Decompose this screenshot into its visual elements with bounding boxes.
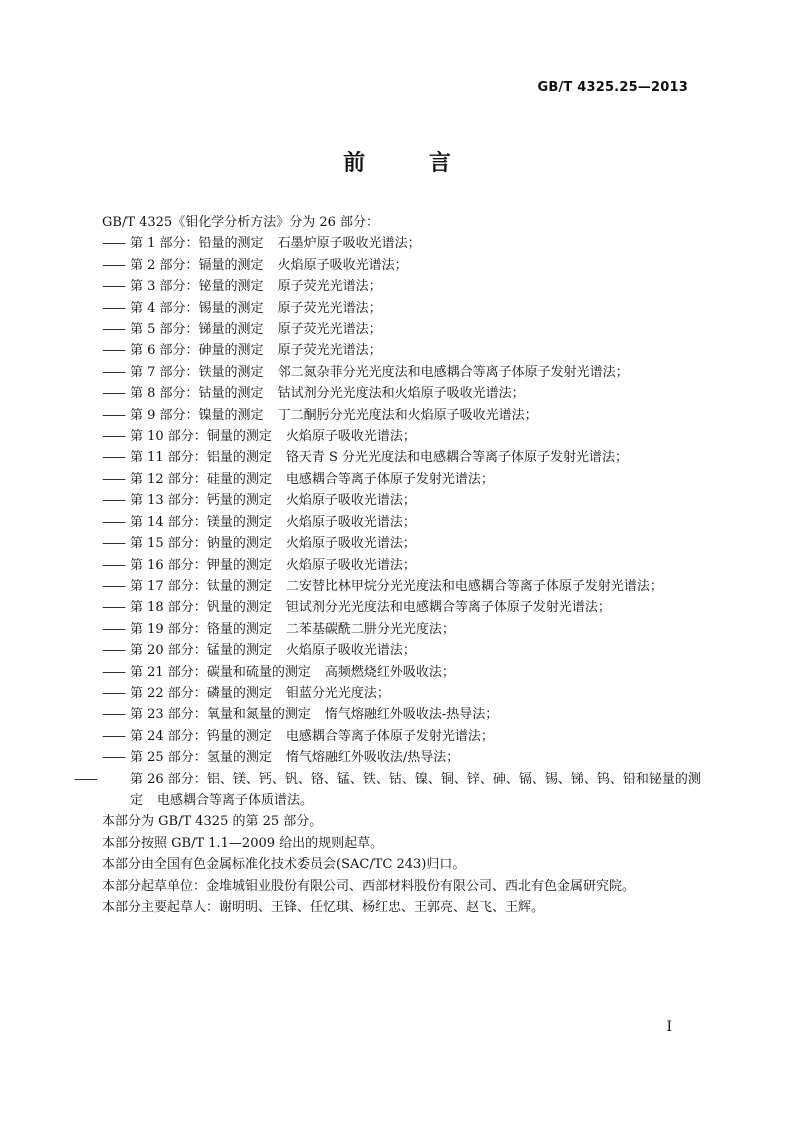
part-item xyxy=(102,362,702,383)
em-dash: —— xyxy=(102,643,124,659)
part-method: 二安替比林甲烷分光光度法和电感耦合等离子体原子发射光谱法； xyxy=(285,578,663,594)
em-dash: —— xyxy=(102,386,124,402)
part-method: 原子荧光光谱法； xyxy=(277,300,382,316)
part-subject: 钙量的测定 xyxy=(206,493,272,509)
em-dash: —— xyxy=(102,750,124,766)
em-dash: —— xyxy=(102,685,124,701)
part-item xyxy=(102,255,702,276)
part-subject: 铜量的测定 xyxy=(206,429,272,445)
part-number: 第 13 部分： xyxy=(130,493,207,509)
part-item xyxy=(102,747,702,768)
part-method: 钽试剂分光光度法和电感耦合等离子体原子发射光谱法； xyxy=(285,600,611,616)
part-item xyxy=(102,533,702,554)
part-subject: 铝、镁、钙、钒、铬、锰、铁、钴、镍、铜、锌、砷、镉、锡、锑、钨、铅和铋量的测定 xyxy=(130,771,701,808)
part-subject: 铁量的测定 xyxy=(198,364,264,380)
part-subject: 钒量的测定 xyxy=(206,600,272,616)
part-method: 二苯基碳酰二肼分光光度法； xyxy=(285,621,455,637)
part-subject: 镉量的测定 xyxy=(198,257,264,273)
part-method: 电感耦合等离子体质谱法。 xyxy=(157,792,314,808)
part-item xyxy=(102,340,702,361)
part-item xyxy=(102,298,702,319)
part-method: 钼蓝分光光度法； xyxy=(285,685,390,701)
part-subject: 铋量的测定 xyxy=(198,279,264,295)
statement-paragraph: 本部分为 GB/T 4325 的第 25 部分。 xyxy=(102,814,323,830)
part-item xyxy=(102,726,702,747)
part-item xyxy=(102,426,702,447)
part-item xyxy=(102,447,702,468)
part-item xyxy=(102,319,702,340)
part-item xyxy=(102,597,702,618)
em-dash: —— xyxy=(102,557,124,573)
em-dash: —— xyxy=(102,450,124,466)
part-subject: 铅量的测定 xyxy=(198,236,264,252)
em-dash: —— xyxy=(102,707,124,723)
part-item xyxy=(102,383,702,404)
page-number: I xyxy=(666,1019,672,1035)
part-subject: 锰量的测定 xyxy=(206,643,272,659)
part-subject: 钛量的测定 xyxy=(206,578,272,594)
part-subject: 钴量的测定 xyxy=(198,386,264,402)
part-number: 第 9 部分： xyxy=(130,407,199,423)
part-subject: 锡量的测定 xyxy=(198,300,264,316)
part-method: 火焰原子吸收光谱法； xyxy=(285,536,416,552)
em-dash: —— xyxy=(102,578,124,594)
part-subject: 碳量和硫量的测定 xyxy=(206,664,311,680)
part-method: 电感耦合等离子体原子发射光谱法； xyxy=(285,471,494,487)
part-method: 高频燃烧红外吸收法； xyxy=(324,664,455,680)
em-dash: —— xyxy=(102,322,124,338)
part-item xyxy=(102,704,702,725)
part-method: 钴试剂分光光度法和火焰原子吸收光谱法； xyxy=(277,386,525,402)
part-method: 火焰原子吸收光谱法； xyxy=(285,643,416,659)
part-number: 第 4 部分： xyxy=(130,300,199,316)
part-subject: 镍量的测定 xyxy=(198,407,264,423)
em-dash: —— xyxy=(102,493,124,509)
em-dash: —— xyxy=(102,536,124,552)
part-method: 铬天青 S 分光光度法和电感耦合等离子体原子发射光谱法； xyxy=(285,450,628,466)
em-dash: —— xyxy=(102,728,124,744)
parts-list xyxy=(74,233,702,811)
part-number: 第 24 部分： xyxy=(130,728,207,744)
em-dash: —— xyxy=(102,621,124,637)
em-dash: —— xyxy=(102,364,124,380)
em-dash: —— xyxy=(102,600,124,616)
part-number: 第 8 部分： xyxy=(130,386,199,402)
part-number: 第 15 部分： xyxy=(130,536,207,552)
part-method: 火焰原子吸收光谱法； xyxy=(285,429,416,445)
part-subject: 镁量的测定 xyxy=(206,514,272,530)
part-number: 第 2 部分： xyxy=(130,257,199,273)
em-dash: —— xyxy=(102,236,124,252)
em-dash: —— xyxy=(102,514,124,530)
part-subject: 铝量的测定 xyxy=(206,450,272,466)
part-subject: 钾量的测定 xyxy=(206,557,272,573)
part-number: 第 11 部分： xyxy=(130,450,207,466)
part-subject: 磷量的测定 xyxy=(206,685,272,701)
part-method: 电感耦合等离子体原子发射光谱法； xyxy=(285,728,494,744)
part-subject: 硅量的测定 xyxy=(206,471,272,487)
part-number: 第 1 部分： xyxy=(130,236,199,252)
part-item xyxy=(102,640,702,661)
part-method: 丁二酮肟分光光度法和火焰原子吸收光谱法； xyxy=(277,407,538,423)
statement-paragraph: 本部分起草单位：金堆城钼业股份有限公司、西部材料股份有限公司、西北有色金属研究院。 xyxy=(102,878,636,894)
part-number: 第 26 部分： xyxy=(130,771,207,787)
part-method: 火焰原子吸收光谱法； xyxy=(277,257,408,273)
part-method: 火焰原子吸收光谱法； xyxy=(285,557,416,573)
part-subject: 钨量的测定 xyxy=(206,728,272,744)
part-item xyxy=(74,769,702,812)
part-subject: 锑量的测定 xyxy=(198,322,264,338)
em-dash: —— xyxy=(102,343,124,359)
part-method: 火焰原子吸收光谱法； xyxy=(285,514,416,530)
part-item xyxy=(102,662,702,683)
part-number: 第 16 部分： xyxy=(130,557,207,573)
part-item xyxy=(102,233,702,254)
part-method: 惰气熔融红外吸收法-热导法； xyxy=(324,707,499,723)
part-method: 邻二氮杂菲分光光度法和电感耦合等离子体原子发射光谱法； xyxy=(277,364,629,380)
part-number: 第 18 部分： xyxy=(130,600,207,616)
part-item xyxy=(102,555,702,576)
page-title: 前 言 xyxy=(343,151,479,176)
part-item xyxy=(102,683,702,704)
part-item xyxy=(102,619,702,640)
em-dash: —— xyxy=(74,771,96,787)
part-method: 原子荧光光谱法； xyxy=(277,343,382,359)
part-item xyxy=(102,469,702,490)
foreword-body xyxy=(74,212,702,918)
part-subject: 钠量的测定 xyxy=(206,536,272,552)
part-number: 第 25 部分： xyxy=(130,750,207,766)
part-item xyxy=(102,490,702,511)
part-subject: 氧量和氮量的测定 xyxy=(206,707,311,723)
statements-list xyxy=(102,811,702,918)
part-number: 第 7 部分： xyxy=(130,364,199,380)
part-number: 第 5 部分： xyxy=(130,322,199,338)
part-number: 第 22 部分： xyxy=(130,685,207,701)
part-method: 原子荧光光谱法； xyxy=(277,279,382,295)
part-number: 第 17 部分： xyxy=(130,578,207,594)
part-item xyxy=(102,576,702,597)
em-dash: —— xyxy=(102,429,124,445)
em-dash: —— xyxy=(102,279,124,295)
part-method: 石墨炉原子吸收光谱法； xyxy=(277,236,421,252)
part-item xyxy=(102,276,702,297)
statement-paragraph: 本部分主要起草人：谢明明、王锋、任忆琪、杨红忠、王郭亮、赵飞、王辉。 xyxy=(102,900,545,915)
em-dash: —— xyxy=(102,300,124,316)
part-method: 惰气熔融红外吸收法/热导法； xyxy=(285,750,460,766)
em-dash: —— xyxy=(102,407,124,423)
part-method: 原子荧光光谱法； xyxy=(277,322,382,338)
part-number: 第 12 部分： xyxy=(130,471,207,487)
em-dash: —— xyxy=(102,257,124,273)
part-item xyxy=(102,512,702,533)
statement-paragraph: 本部分按照 GB/T 1.1—2009 给出的规则起草。 xyxy=(102,835,384,851)
part-number: 第 3 部分： xyxy=(130,279,199,295)
intro-paragraph: GB/T 4325《钼化学分析方法》分为 26 部分： xyxy=(102,215,380,230)
em-dash: —— xyxy=(102,471,124,487)
standard-code: GB/T 4325.25—2013 xyxy=(537,80,688,95)
statement-paragraph: 本部分由全国有色金属标准化技术委员会(SAC/TC 243)归口。 xyxy=(102,857,466,873)
part-item xyxy=(102,405,702,426)
part-number: 第 21 部分： xyxy=(130,664,207,680)
part-number: 第 23 部分： xyxy=(130,707,207,723)
em-dash: —— xyxy=(102,664,124,680)
part-number: 第 10 部分： xyxy=(130,429,207,445)
part-subject: 铬量的测定 xyxy=(206,621,272,637)
part-subject: 氢量的测定 xyxy=(206,750,272,766)
part-number: 第 20 部分： xyxy=(130,643,207,659)
part-subject: 砷量的测定 xyxy=(198,343,264,359)
part-number: 第 6 部分： xyxy=(130,343,199,359)
part-number: 第 19 部分： xyxy=(130,621,207,637)
part-number: 第 14 部分： xyxy=(130,514,207,530)
part-method: 火焰原子吸收光谱法； xyxy=(285,493,416,509)
